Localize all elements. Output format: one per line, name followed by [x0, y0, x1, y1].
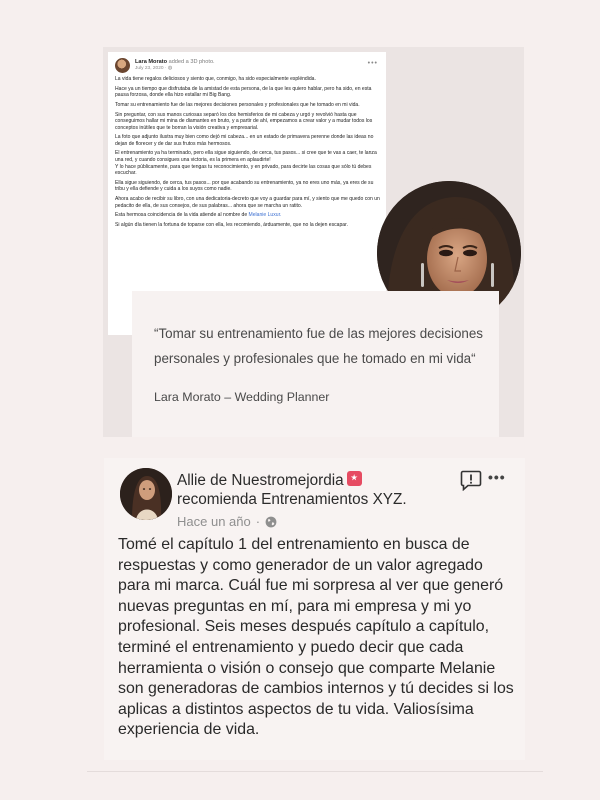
- review-text: Tomé el capítulo 1 del entrenamiento en busca de respuestas y como generador de un valor agregado para mi marca. Cuál fue mi sorpresa al ver que generó nuevas preguntas en mí, para mi empresa y mi yo profesional. Seis meses después capítulo a capítulo, terminé el entrenamiento y puedo decir que cada herramienta o visión o consejo que comparte Melanie son generadoras de cambios internos y tú decides si los aplicas a distintos aspectos de tu vida. Valiosísima experiencia de vida.: [118, 536, 514, 739]
- globe-icon: [265, 516, 277, 528]
- post-paragraph: El entrenamiento ya ha terminado, pero ella sigue siguiendo, de cerca, tus pasos... si cree que te vas a caer, te lanza una red, y cuando consigues una victoria, es la primera en aplaudirte! Y lo hace públicamente, para que tengas tu reconocimiento, y en privado, para decirte las cosas que sólo tú debes escuchar.: [115, 150, 377, 177]
- post-author-name: Lara Morato: [135, 59, 168, 65]
- post-paragraph: Tomar su entrenamiento fue de las mejores decisiones personales y profesionales que he tomado en mi vida.: [115, 101, 360, 108]
- post-paragraph: [115, 212, 380, 219]
- facebook-review-card: [104, 458, 525, 760]
- reviewer-avatar: [120, 468, 172, 520]
- post-paragraph: Hace ya un tiempo que disfrutaba de la amistad de esta persona, de la que les quiero hablar, pero ha sido, en esta pausa forzosa, donde ella hizo estallar mi Big Bang.: [115, 85, 372, 99]
- privacy-globe-icon: ◍: [167, 66, 172, 71]
- post-date: July 23, 2020: [135, 66, 164, 71]
- post-more-icon: •••: [367, 60, 378, 67]
- post-header: Lara Morato added a 3D photo. July 23, 2020 · ◍: [115, 58, 380, 73]
- report-icon[interactable]: [460, 469, 482, 491]
- quote-box: [132, 291, 499, 437]
- reviewer-name-line: [177, 471, 457, 490]
- quote-text: “Tomar su entrenamiento fue de las mejores decisiones personales y profesionales que he tomado en mi vida“: [154, 326, 483, 366]
- recommendation-badge-icon: [347, 471, 362, 486]
- testimonial-card-lara: [103, 47, 524, 437]
- review-meta: Hace un año ·: [177, 514, 277, 529]
- coincidence-text: Esta hermosa coincidencia de la vida atiende al nombre de: [115, 212, 249, 219]
- post-author-avatar: [115, 58, 130, 73]
- post-paragraph: Ahora acabo de recibir su libro, con una dedicatoria-decreto que voy a guardar para mí, y siento que me quedo con un pedacito de ella, de sus consejos, de sus palabras... ahora que se marcha un ratito.: [115, 195, 380, 209]
- post-paragraph: La vida tiene regalos deliciosos y siento que, conmigo, ha sido especialmente espléndida.: [115, 76, 316, 83]
- recommendation-text: recomienda Entrenamientos XYZ.: [177, 491, 407, 508]
- more-options-icon[interactable]: •••: [488, 469, 506, 485]
- post-paragraph: Si algún día tienen la fortuna de toparse con ella, les recomiendo, árduamente, que no la dejen escapar.: [115, 221, 348, 228]
- post-paragraph: Sin preguntar, con sus manos curiosas separó los dos hemisferios de mi cabeza y urgó y revolvió hasta que conseguimos hallar mi mina de diamantes en bruto, y a partir de ahí, empezamos a crear valor y a mudar todos los conceptos inútiles que te borran la visión creativa y empresarial.: [115, 111, 373, 131]
- post-action: added a 3D photo.: [168, 59, 215, 65]
- post-paragraph: La foto que adjunto ilustra muy bien como dejó mi cabeza... en un estado de primavera perenne donde las ideas no dejan de florecer y de dar sus frutos más hermosos.: [115, 134, 374, 147]
- post-body: [115, 76, 380, 228]
- post-paragraph: Ella sigue siguiendo, de cerca, tus pasos... por que acabando su entrenamiento, ya no eres uno más, ya eres de su tribu y ella defiende y cuida a los suyos como nadie.: [115, 179, 374, 193]
- reviewer-name[interactable]: Allie de Nuestromejordia: [177, 472, 344, 489]
- divider: [87, 771, 543, 772]
- quote-author: Lara Morato – Wedding Planner: [154, 390, 330, 404]
- melanie-link[interactable]: Melanie Luxur.: [248, 212, 282, 219]
- review-time: Hace un año: [177, 514, 251, 529]
